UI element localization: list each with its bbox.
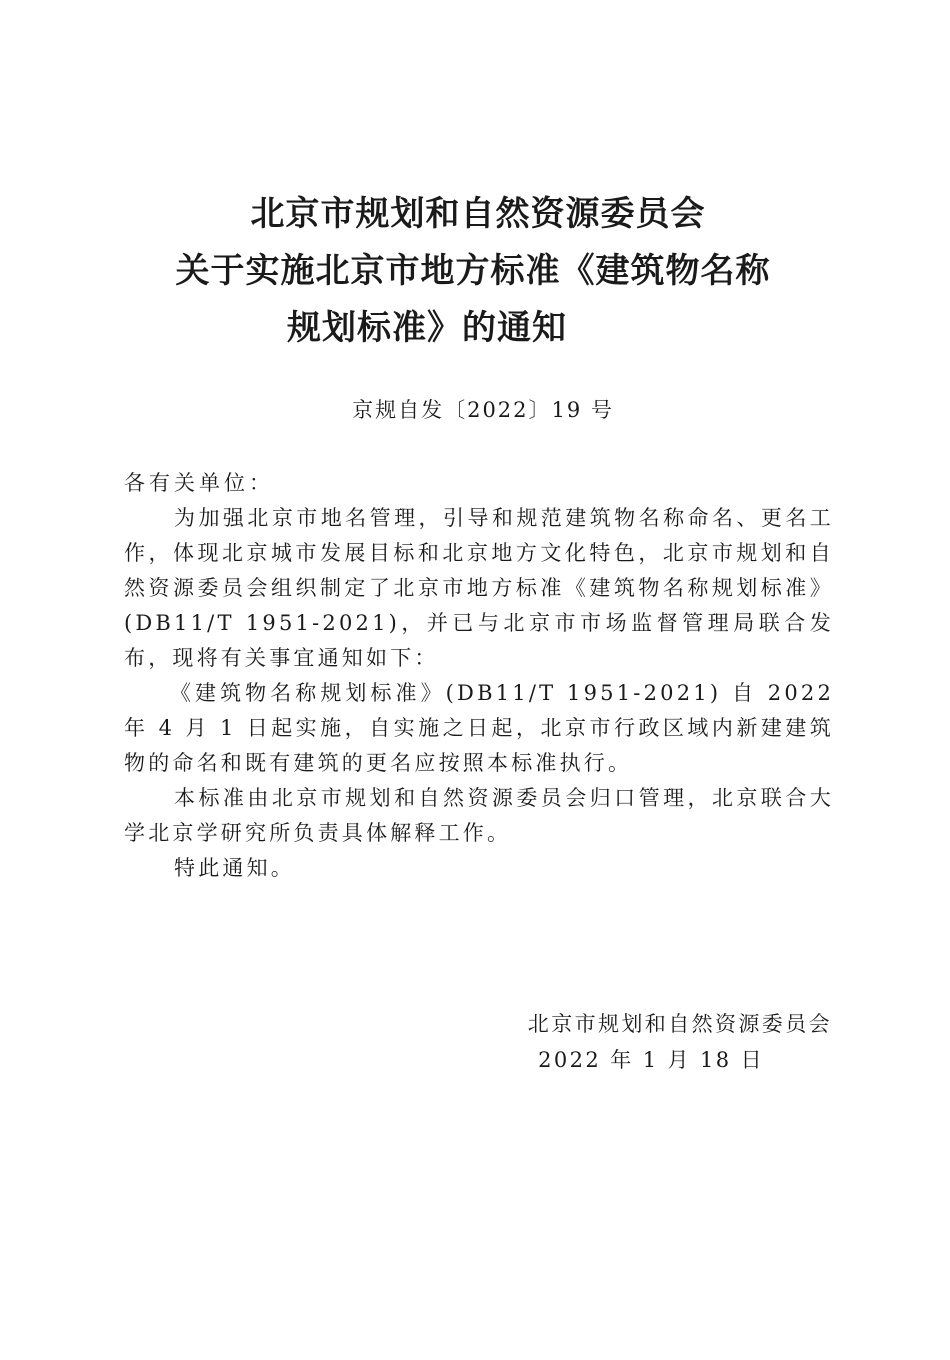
- paragraph-management: 本标准由北京市规划和自然资源委员会归口管理，北京联合大学北京学研究所负责具体解释工作。: [124, 786, 834, 845]
- signature-organization: 北京市规划和自然资源委员会: [527, 1012, 832, 1036]
- title-line-2: 关于实施北京市地方标准《建筑物名称: [175, 251, 771, 291]
- title-line-3: 规划标准》的通知: [287, 308, 567, 348]
- document-title: [0, 186, 950, 357]
- paragraph-closing: 特此通知。: [174, 856, 295, 880]
- signature-date: 2022 年 1 月 18 日: [538, 1048, 764, 1072]
- paragraph-implementation: 《建筑物名称规划标准》(DB11/T 1951-2021) 自 2022 年 4 月 1 日起实施，自实施之日起，北京市行政区域内新建建筑物的命名和既有建筑的更名应按照本标准执行。: [124, 681, 834, 775]
- title-line-1: 北京市规划和自然资源委员会: [250, 194, 706, 234]
- paragraph-purpose: 为加强北京市地名管理，引导和规范建筑物名称命名、更名工作，体现北京城市发展目标和北京地方文化特色，北京市规划和自然资源委员会组织制定了北京市地方标准《建筑物名称规划标准》(DB11/T 1951-2021)，并已与北京市市场监督管理局联合发布，现将有关事宜通知如下：: [124, 506, 834, 670]
- document-number: 京规自发〔2022〕19 号: [352, 398, 614, 422]
- document-body: [124, 466, 834, 886]
- signature-block: [528, 1006, 832, 1078]
- salutation: 各有关单位：: [124, 471, 274, 495]
